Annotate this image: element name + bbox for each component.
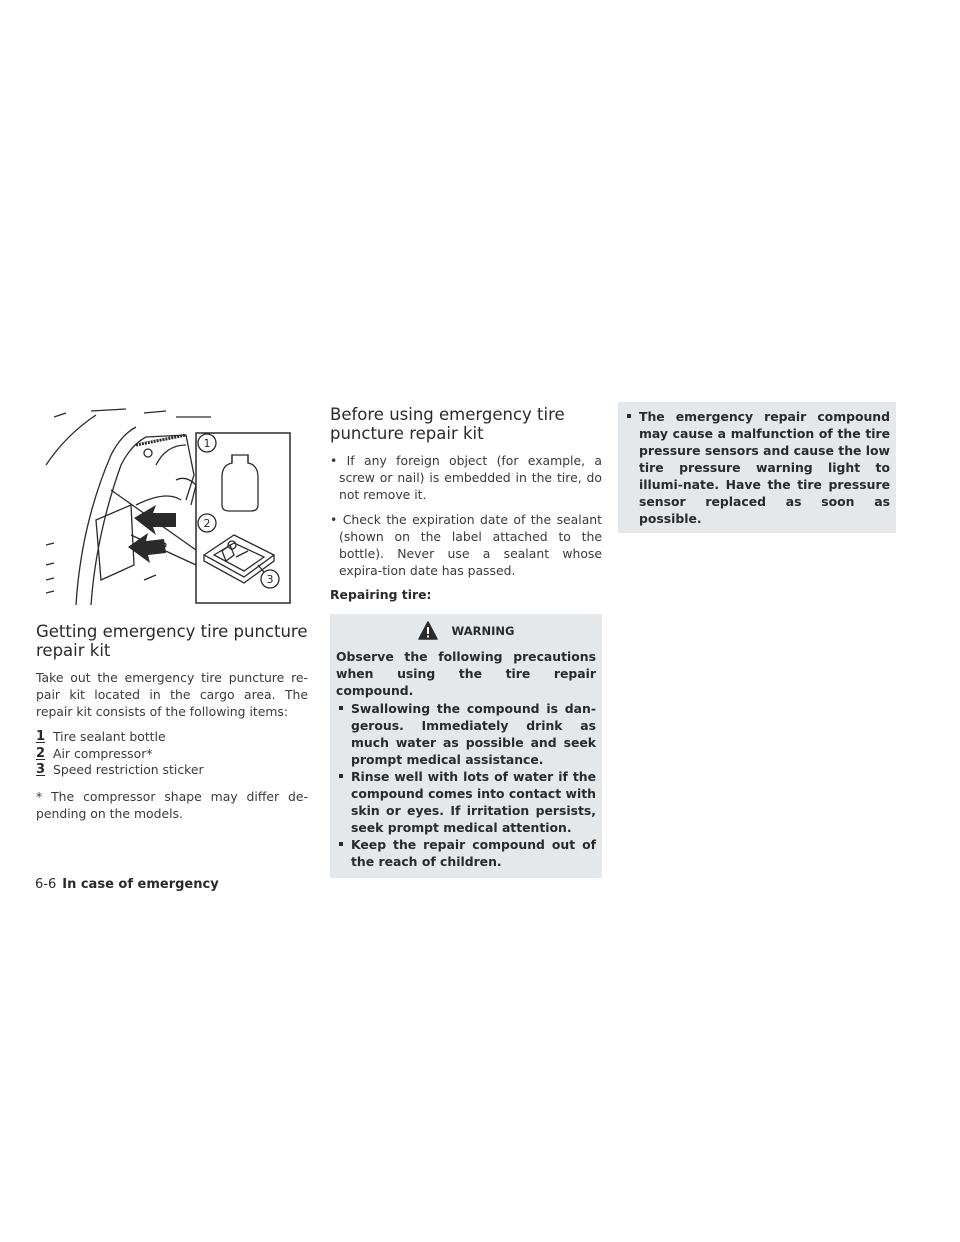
bullet-square-icon: [627, 414, 631, 418]
callout-3: 3: [266, 573, 274, 586]
item-number: 2: [36, 745, 46, 761]
warning-lead: Observe the following precautions when using the tire repair compound.: [336, 649, 596, 698]
warning-header: [336, 614, 596, 648]
repair-kit-illustration: [36, 405, 308, 610]
page-footer: [35, 877, 219, 892]
middle-column: [330, 405, 602, 878]
bullet-square-icon: [339, 774, 343, 778]
kit-item: [36, 729, 308, 746]
warning-item: Rinse well with lots of water if the compound comes into contact with skin or eyes. If irritation persists, seek prompt medical attention.: [336, 768, 596, 836]
item-label: Tire sealant bottle: [53, 729, 166, 744]
warning-list: [624, 408, 890, 527]
warning-title: WARNING: [451, 624, 515, 638]
precheck-list: [330, 452, 602, 579]
page-number: 6-6: [35, 877, 57, 892]
kit-item: [36, 762, 308, 779]
getting-kit-heading: Getting emergency tire puncture repair kit: [36, 622, 308, 660]
bullet-square-icon: [339, 842, 343, 846]
warning-item: The emergency repair compound may cause a malfunction of the tire pressure sensors and cause the low tire pressure warning light to illumi-nate. Have the tire pressure sensor replaced as soon as possible.: [624, 408, 890, 527]
repairing-tire-subheading: Repairing tire:: [330, 587, 432, 602]
warning-continuation-box: [618, 402, 896, 533]
item-label: Air compressor*: [53, 745, 153, 761]
item-number: 1: [36, 729, 46, 744]
list-item: • If any foreign object (for example, a screw or nail) is embedded in the tire, do not remove it.: [330, 453, 602, 502]
compressor-footnote: * The compressor shape may differ de-pending on the models.: [36, 788, 308, 821]
warning-item: Keep the repair compound out of the reach of children.: [336, 836, 596, 870]
section-title: In case of emergency: [62, 877, 219, 892]
kit-items-list: [36, 729, 308, 779]
callout-1: 1: [203, 437, 211, 450]
before-using-heading: Before using emergency tire puncture repair kit: [330, 405, 565, 443]
warning-item: Swallowing the compound is dan-gerous. Immediately drink as much water as possible and seek prompt medical assistance.: [336, 700, 596, 768]
warning-list: [336, 700, 596, 870]
warning-box: [330, 614, 602, 878]
item-number: 3: [36, 762, 46, 777]
getting-kit-intro: Take out the emergency tire puncture re-pair kit located in the cargo area. The repair kit consists of the following items:: [36, 670, 308, 719]
item-label: Speed restriction sticker: [53, 762, 204, 777]
left-column: [36, 405, 308, 831]
right-column: [618, 405, 896, 533]
callout-2: 2: [203, 517, 211, 530]
kit-item: [36, 746, 308, 763]
list-item: • Check the expiration date of the sealant (shown on the label attached to the bottle). Never use a sealant whose expira-tion date has passed.: [330, 512, 602, 578]
warning-icon: [418, 621, 438, 641]
bullet-square-icon: [339, 706, 343, 710]
